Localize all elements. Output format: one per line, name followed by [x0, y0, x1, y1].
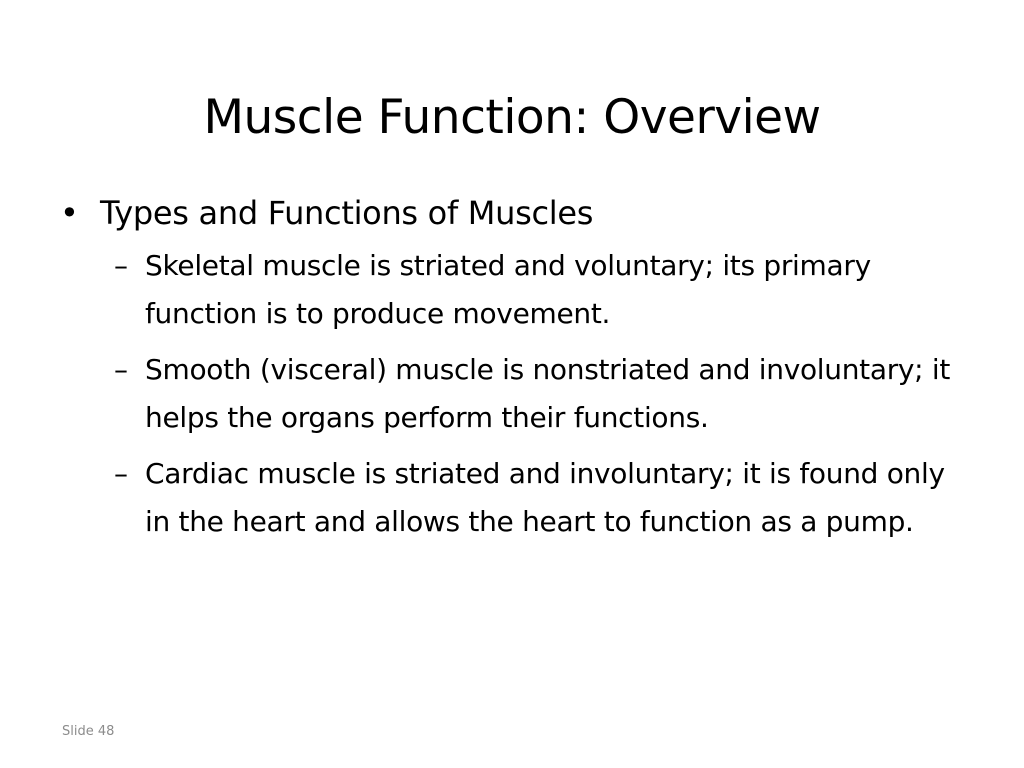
slide-title: Muscle Function: Overview [203, 90, 821, 145]
sub-bullet-list [60, 242, 960, 546]
slide-number: Slide 48 [62, 724, 115, 739]
dash-icon: – [114, 457, 128, 490]
sub-bullet-text: Skeletal muscle is striated and voluntary; its primary function is to produce movement. [145, 249, 871, 330]
sub-bullet-smooth [60, 346, 960, 442]
bullet-dot-icon: • [60, 194, 79, 232]
bullet-text: Types and Functions of Muscles [100, 194, 594, 232]
dash-icon: – [114, 249, 128, 282]
sub-bullet-cardiac [60, 450, 960, 546]
slide-content [60, 190, 960, 554]
sub-bullet-text: Smooth (visceral) muscle is nonstriated and involuntary; it helps the organs perform their functions. [145, 353, 951, 434]
bullet-types-and-functions [60, 190, 960, 236]
dash-icon: – [114, 353, 128, 386]
sub-bullet-skeletal [60, 242, 960, 338]
sub-bullet-text: Cardiac muscle is striated and involuntary; it is found only in the heart and allows the heart to function as a pump. [145, 457, 945, 538]
